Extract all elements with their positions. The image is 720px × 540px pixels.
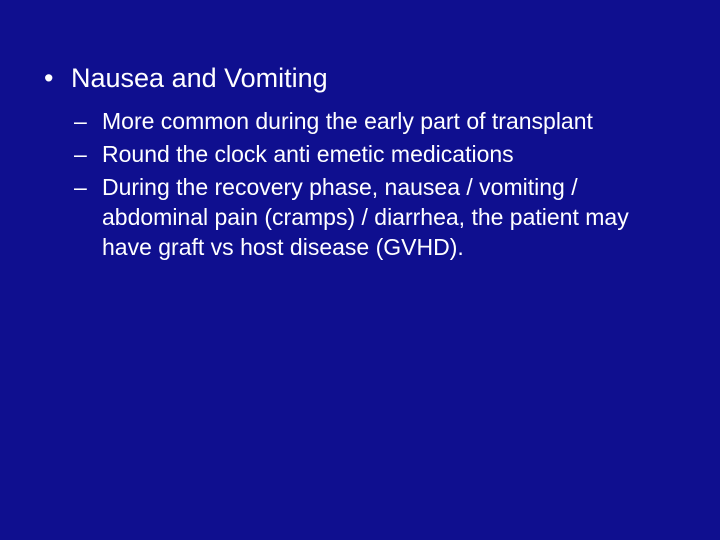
sub-bullet-item (74, 172, 674, 262)
main-bullet (44, 60, 328, 96)
sub-bullet-list (74, 106, 674, 265)
bullet-marker: • (44, 63, 54, 93)
sub-bullet-text: More common during the early part of transplant (102, 108, 593, 134)
sub-bullet-item (74, 106, 674, 136)
sub-bullet-text: During the recovery phase, nausea / vomiting / abdominal pain (cramps) / diarrhea, the patient may have graft vs host disease (GVHD). (102, 174, 629, 260)
dash-marker: – (74, 141, 87, 167)
dash-marker: – (74, 108, 87, 134)
sub-bullet-text: Round the clock anti emetic medications (102, 141, 514, 167)
dash-marker: – (74, 174, 87, 200)
main-bullet-text: Nausea and Vomiting (71, 63, 328, 93)
sub-bullet-item (74, 139, 674, 169)
